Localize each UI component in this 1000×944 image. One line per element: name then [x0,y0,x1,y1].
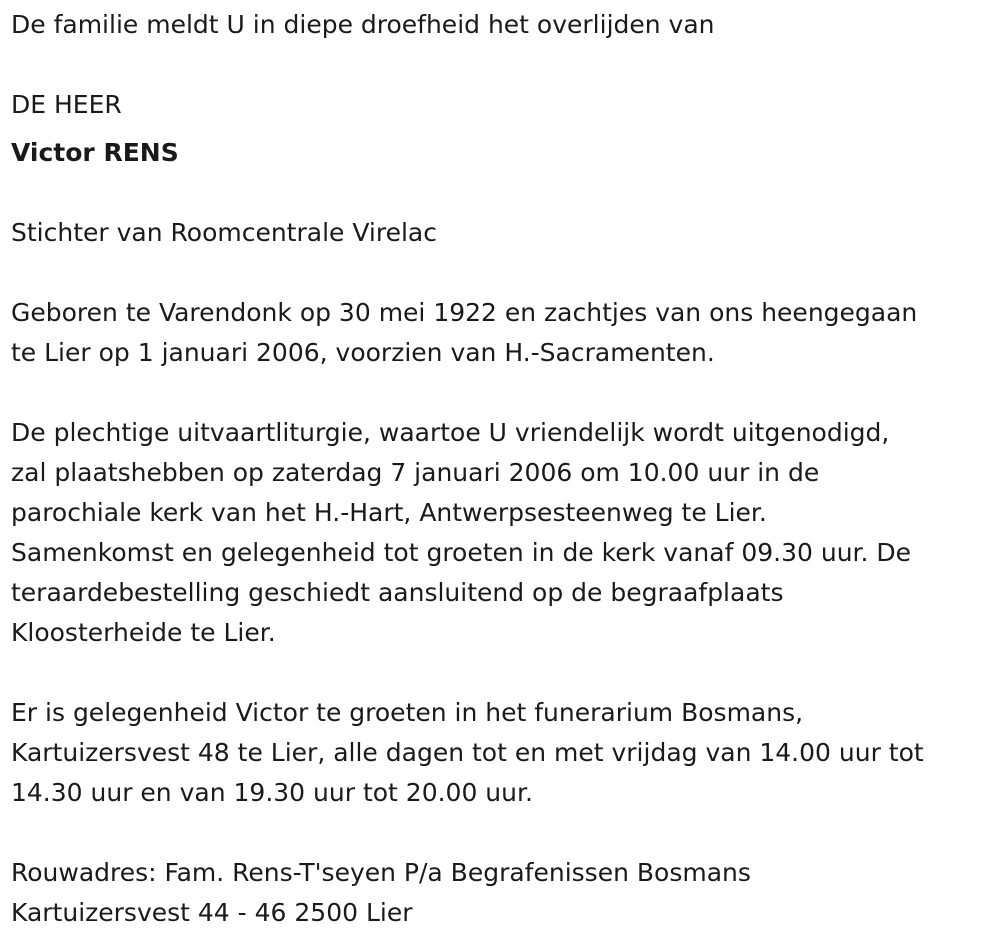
role-text: Stichter van Roomcentrale Virelac [11,218,437,247]
paragraph-line: Samenkomst en gelegenheid tot groeten in de kerk vanaf 09.30 uur. De [11,538,912,567]
paragraph-line: Geboren te Varendonk op 30 mei 1922 en zachtjes van ons heengegaan [11,298,918,327]
spacer [11,653,1000,693]
paragraph-line: Kartuizersvest 44 - 46 2500 Lier [11,898,413,927]
spacer [11,173,1000,213]
paragraph-line: Er is gelegenheid Victor te groeten in het funerarium Bosmans, [11,698,804,727]
honorific: DE HEER [11,90,122,119]
birth-paragraph [11,293,1000,373]
deceased-name: Victor RENS [11,138,179,167]
paragraph-line: teraardebestelling geschiedt aansluitend op de begraafplaats [11,578,784,607]
paragraph-line: Rouwadres: Fam. Rens-T'seyen P/a Begrafenissen Bosmans [11,858,751,887]
funeral-paragraph [11,413,1000,653]
paragraph-line: Kloosterheide te Lier. [11,618,276,647]
visitation-paragraph [11,693,1000,813]
paragraph-line: Kartuizersvest 48 te Lier, alle dagen tot en met vrijdag van 14.00 uur tot [11,738,924,767]
paragraph-line: De plechtige uitvaartliturgie, waartoe U vriendelijk wordt uitgenodigd, [11,418,890,447]
address-paragraph [11,853,1000,933]
spacer [11,373,1000,413]
intro-text: De familie meldt U in diepe droefheid het overlijden van [11,10,715,39]
paragraph-line: zal plaatshebben op zaterdag 7 januari 2006 om 10.00 uur in de [11,458,820,487]
paragraph-line: te Lier op 1 januari 2006, voorzien van H.-Sacramenten. [11,338,715,367]
spacer [11,45,1000,85]
paragraph-line: parochiale kerk van het H.-Hart, Antwerpsesteenweg te Lier. [11,498,767,527]
paragraph-line: 14.30 uur en van 19.30 uur tot 20.00 uur. [11,778,533,807]
spacer [11,253,1000,293]
spacer [11,813,1000,853]
